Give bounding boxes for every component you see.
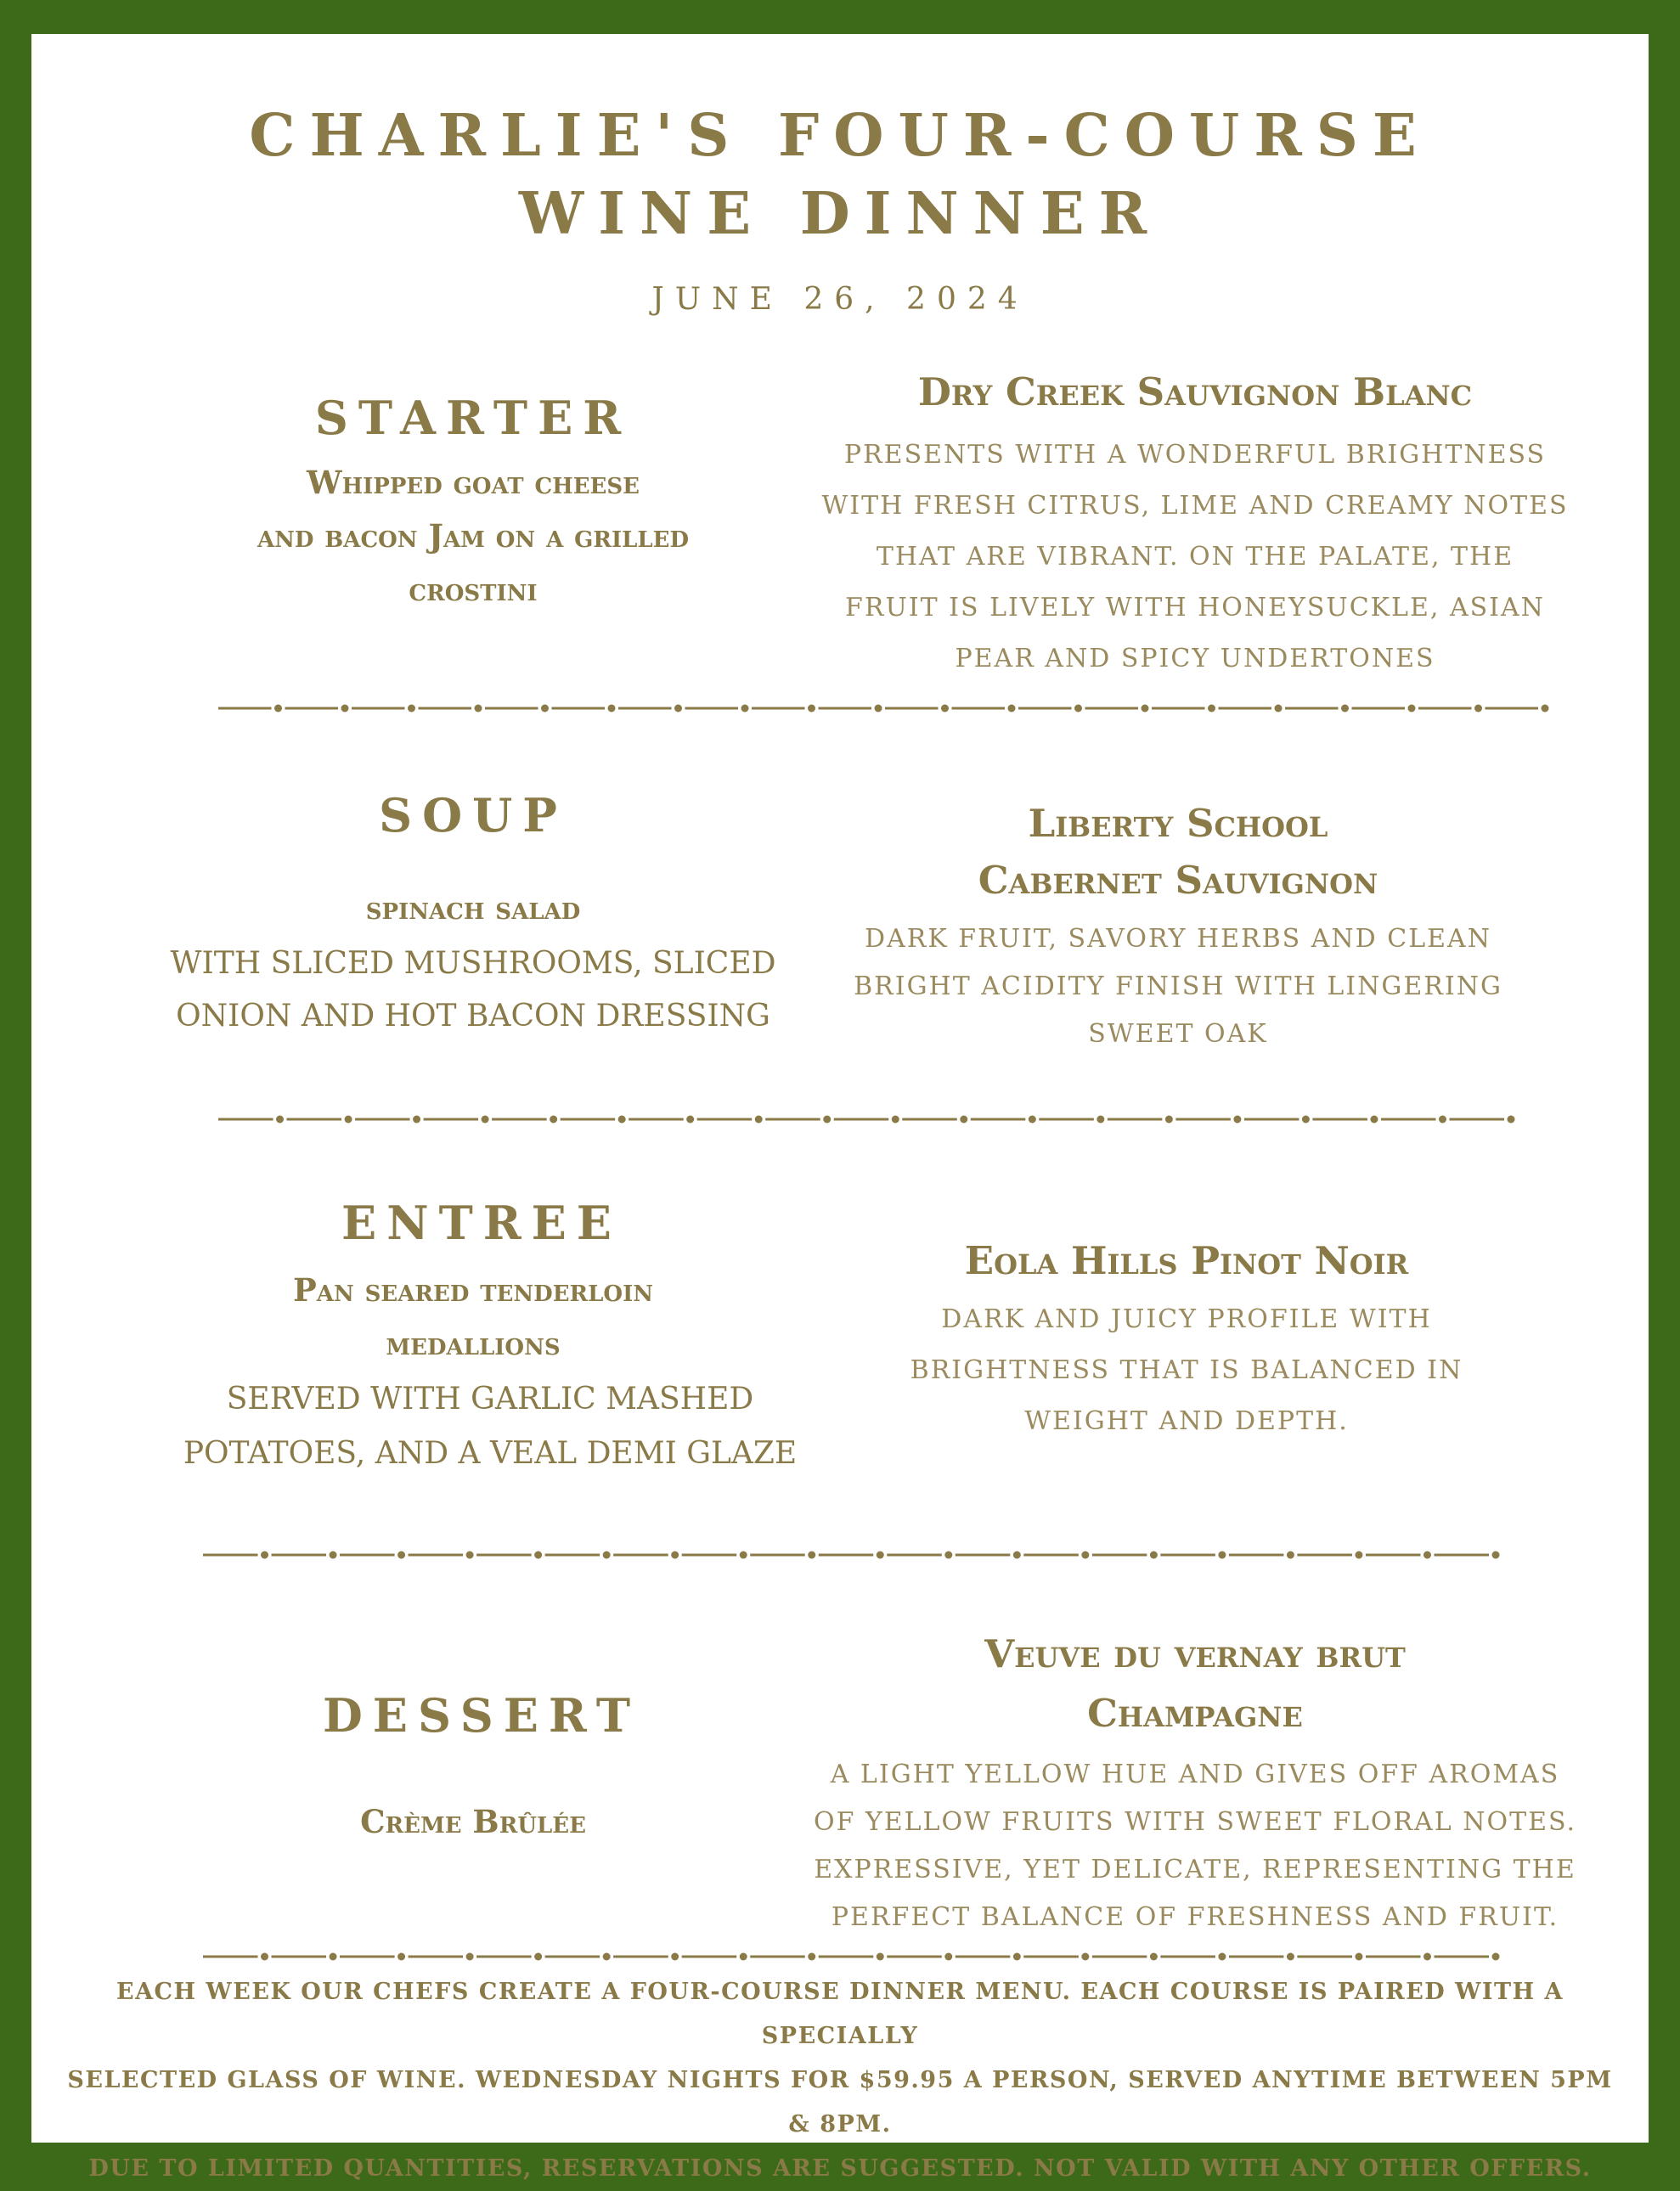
starter-dish-line: and bacon Jam on a grilled [257,517,690,555]
section-divider [218,701,1552,715]
starter-wine-desc-line: WITH FRESH CITRUS, LIME AND CREAMY NOTES [821,491,1569,521]
divider-dot [1423,1552,1431,1559]
divider-dot [408,705,415,712]
divider-dot [1370,1116,1378,1124]
divider-dot [618,1116,626,1124]
entree-wine-desc-line: WEIGHT AND DEPTH. [1024,1406,1349,1436]
divider-dot [345,1116,352,1124]
divider-dot [1008,705,1016,712]
divider-dot [1074,705,1082,712]
divider-dot [1218,1953,1226,1961]
divider-dot [1355,1953,1362,1961]
divider-dot [877,1953,884,1961]
section-divider [203,1548,1502,1562]
divider-dot [808,1953,815,1961]
divider-dot [941,705,949,712]
divider-dot [1013,1953,1021,1961]
entree-dish-line: Pan seared tenderloin [292,1271,654,1309]
divider-dot [1208,705,1215,712]
divider-dot [261,1953,268,1961]
divider-dot [341,705,349,712]
divider-dot [875,705,882,712]
soup-wine-desc-line: SWEET OAK [1088,1019,1268,1049]
divider-dot [1287,1552,1294,1559]
divider-dot [1233,1116,1241,1124]
divider-dot [330,1953,337,1961]
divider-dot [1341,705,1349,712]
starter-wine-desc-line: PRESENTS WITH A WONDERFUL BRIGHTNESS [843,440,1547,470]
soup-dish-name: spinach salad [365,889,581,927]
menu-title-line-1: CHARLIE'S FOUR-COURSE [249,102,1431,170]
divider-dot [482,1116,489,1124]
soup-desc-line: WITH SLICED MUSHROOMS, SLICED [170,946,776,981]
divider-dot [877,1552,884,1559]
divider-dot [808,1552,815,1559]
dessert-wine-line: Champagne [1087,1691,1303,1736]
divider-dot [1474,705,1482,712]
divider-dot [960,1116,967,1124]
divider-dot [603,1552,611,1559]
dessert-wine-line: Veuve du vernay brut [984,1631,1406,1676]
divider-dot [1150,1552,1158,1559]
divider-dot [671,1953,679,1961]
soup-desc-line: ONION AND HOT BACON DRESSING [176,999,770,1034]
divider-dot [808,705,815,712]
divider-dot [944,1953,952,1961]
divider-dot [397,1552,405,1559]
event-date: JUNE 26, 2024 [651,282,1029,317]
divider-dot [261,1552,268,1559]
entree-dish-line: medallions [386,1325,561,1362]
dessert-dish-name: Crème Brûlée [360,1803,586,1840]
divider-dot [1423,1953,1431,1961]
menu-card [31,34,1649,2182]
divider-dot [1508,1116,1515,1124]
dessert-wine-desc-line: OF YELLOW FRUITS WITH SWEET FLORAL NOTES. [813,1807,1577,1837]
section-divider [218,1112,1518,1126]
menu-title-line-2: WINE DINNER [518,180,1162,248]
divider-dot [1302,1116,1310,1124]
course-label-soup: SOUP [379,788,567,842]
divider-dot [534,1552,542,1559]
divider-dot [1275,705,1283,712]
divider-dot [330,1552,337,1559]
divider-dot [1097,1116,1104,1124]
divider-dot [741,705,749,712]
entree-desc-line: POTATOES, AND A VEAL DEMI GLAZE [183,1436,798,1471]
divider-dot [466,1953,474,1961]
soup-wine-desc-line: BRIGHT ACIDITY FINISH WITH LINGERING [854,972,1502,1001]
divider-dot [603,1953,611,1961]
dessert-wine-desc-line: PERFECT BALANCE OF FRESHNESS AND FRUIT. [831,1902,1559,1932]
divider-dot [534,1953,542,1961]
footer-line: DUE TO LIMITED QUANTITIES, RESERVATIONS ARE SUGGESTED. NOT VALID WITH ANY OTHER OFFERS. [88,2155,1592,2182]
divider-dot [550,1116,557,1124]
entree-wine-name: Eola Hills Pinot Noir [964,1238,1409,1283]
entree-desc-line: SERVED WITH GARLIC MASHED [226,1382,754,1417]
divider-dot [1218,1552,1226,1559]
divider-dot [671,1552,679,1559]
divider-dot [475,705,482,712]
dessert-wine-desc-line: EXPRESSIVE, YET DELICATE, REPRESENTING THE [814,1855,1576,1884]
soup-wine-desc-line: DARK FRUIT, SAVORY HERBS AND CLEAN [865,924,1491,954]
divider-dot [466,1552,474,1559]
starter-wine-desc-line: PEAR AND SPICY UNDERTONES [955,644,1435,673]
course-label-dessert: DESSERT [322,1688,641,1743]
footer-note [65,1970,1615,2191]
divider-dot [397,1953,405,1961]
divider-dot [1150,1953,1158,1961]
divider-dot [1542,705,1549,712]
soup-wine-line: Liberty School [1028,801,1328,846]
divider-dot [944,1552,952,1559]
starter-wine-desc-line: FRUIT IS LIVELY WITH HONEYSUCKLE, ASIAN [845,593,1545,622]
divider-dot [1081,1552,1089,1559]
divider-dot [1029,1116,1036,1124]
course-label-entree: ENTREE [341,1196,622,1250]
course-label-starter: STARTER [314,391,632,445]
entree-wine-desc-line: DARK AND JUICY PROFILE WITH [941,1304,1432,1334]
soup-wine-line: Cabernet Sauvignon [978,858,1378,903]
entree-wine-desc-line: BRIGHTNESS THAT IS BALANCED IN [910,1355,1463,1385]
divider-dot [1492,1552,1500,1559]
divider-dot [1408,705,1416,712]
divider-dot [1142,705,1149,712]
divider-dot [1439,1116,1446,1124]
divider-dot [740,1953,747,1961]
divider-dot [1492,1953,1500,1961]
divider-dot [1355,1552,1362,1559]
divider-dot [686,1116,694,1124]
divider-dot [1287,1953,1294,1961]
starter-dish-line: Whipped goat cheese [307,464,640,501]
divider-dot [608,705,616,712]
divider-dot [276,1116,284,1124]
starter-wine-desc-line: THAT ARE VIBRANT. ON THE PALATE, THE [876,542,1514,572]
divider-dot [1081,1953,1089,1961]
divider-dot [1013,1552,1021,1559]
divider-dot [1165,1116,1173,1124]
divider-dot [413,1116,420,1124]
footer-line: EACH WEEK OUR CHEFS CREATE A FOUR-COURSE DINNER MENU. EACH COURSE IS PAIRED WITH A SPECIALLY [116,1979,1564,2049]
divider-dot [755,1116,763,1124]
section-divider [203,1950,1502,1963]
dessert-wine-desc-line: A LIGHT YELLOW HUE AND GIVES OFF AROMAS [830,1760,1560,1789]
starter-dish-line: crostini [409,571,538,608]
divider-dot [274,705,282,712]
divider-dot [892,1116,899,1124]
divider-dot [823,1116,831,1124]
divider-dot [674,705,682,712]
divider-dot [541,705,549,712]
divider-dot [740,1552,747,1559]
footer-line: SELECTED GLASS OF WINE. WEDNESDAY NIGHTS FOR $59.95 A PERSON, SERVED ANYTIME BETWEEN 5PM & 8PM. [67,2067,1613,2137]
starter-wine-name: Dry Creek Sauvignon Blanc [917,369,1473,414]
